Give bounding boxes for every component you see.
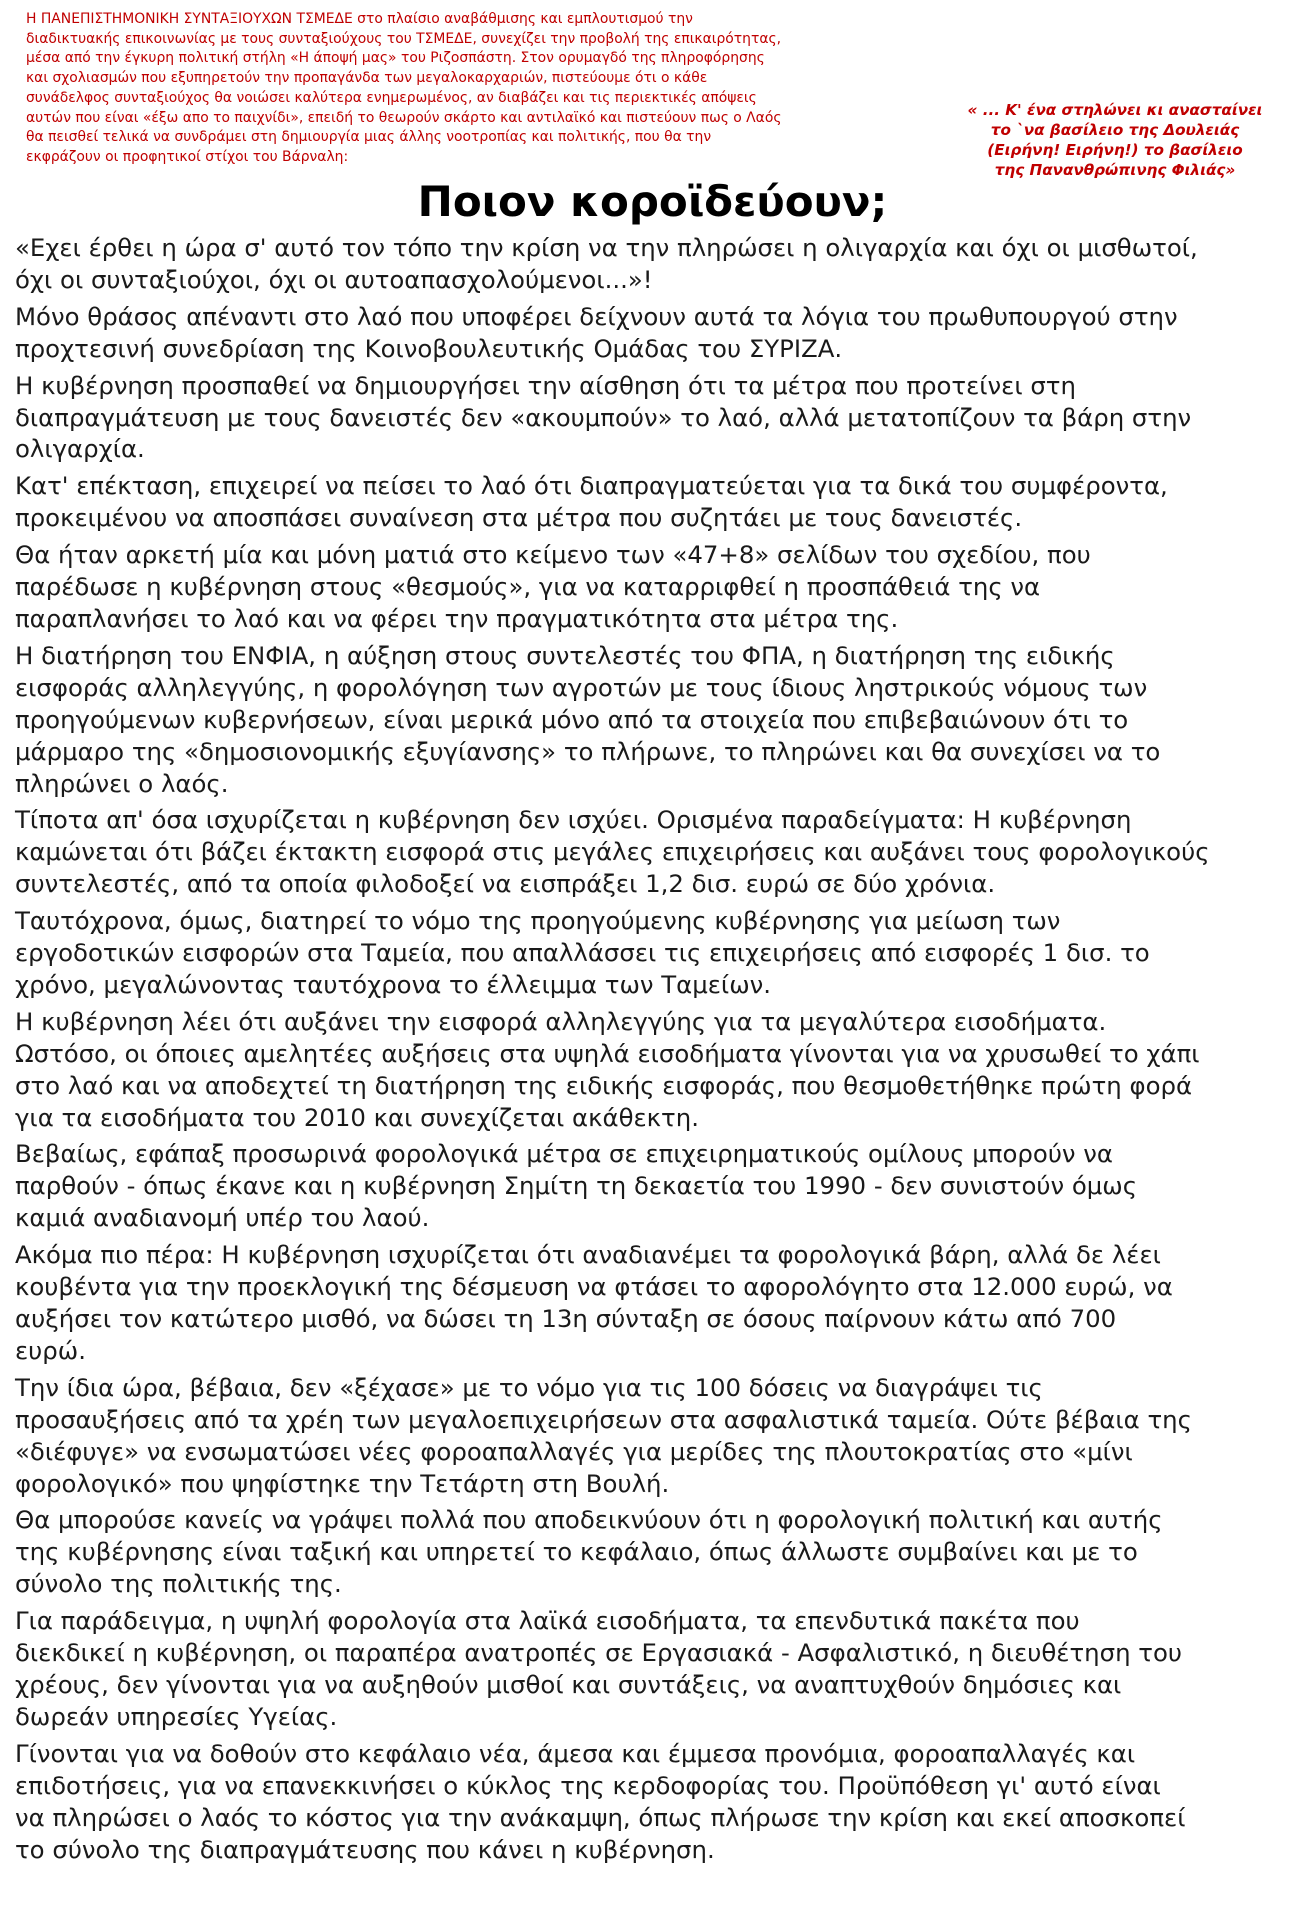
- article-paragraph: «Εχει έρθει η ώρα σ' αυτό τον τόπο την κρίση να την πληρώσει η ολιγαρχία και όχι οι μισθωτοί, όχι οι συνταξιούχοι, όχι οι αυτοαπασχολούμενοι...»!: [15, 233, 1198, 294]
- article-title: Ποιον κοροϊδεύουν;: [417, 177, 888, 226]
- article-paragraph: Μόνο θράσος απέναντι στο λαό που υποφέρει δείχνουν αυτά τα λόγια του πρωθυπουργού στην προχτεσινή συνεδρίαση της Κοινοβουλευτικής Ομάδας του ΣΥΡΙΖΑ.: [15, 301, 1178, 363]
- article-paragraph: Γίνονται για να δοθούν στο κεφάλαιο νέα, άμεσα και έμμεσα προνόμια, φοροαπαλλαγές και επιδοτήσεις, για να επανεκκινήσει ο κύκλος της κερδοφορίας του. Προϋπόθεση γι' αυτό είναι να πληρώσει ο λαός το κόστος για την ανάκαμψη, όπως πλήρωσε την κρίση και εκεί αποσκοπεί το σύνολο της διαπραγμάτευσης που κάνει η κυβέρνηση.: [15, 1738, 1186, 1864]
- article-paragraph: Τίποτα απ' όσα ισχυρίζεται η κυβέρνηση δεν ισχύει. Ορισμένα παραδείγματα: Η κυβέρνηση καμώνεται ότι βάζει έκτακτη εισφορά στις μεγάλες επιχειρήσεις και αυξάνει τους φορολογικούς συντελεστές, από τα οποία φιλοδοξεί να εισπράξει 1,2 δισ. ευρώ σε δύο χρόνια.: [15, 805, 1210, 899]
- article-paragraph: Ακόμα πιο πέρα: Η κυβέρνηση ισχυρίζεται ότι αναδιανέμει τα φορολογικά βάρη, αλλά δε λέει κουβέντα για την προεκλογική της δέσμευση να φτάσει το αφορολόγητο στα 12.000 ευρώ, να αυξήσει τον κατώτερο μισθό, να δώσει τη 13η σύνταξη σε όσους παίρνουν κάτω από 700 ευρώ.: [15, 1240, 1173, 1365]
- page-header: [0, 0, 1305, 180]
- varnalis-quote: « ... Κ' ένα στηλώνει κι ανασταίνει το `να βασίλειο της Δουλειάς (Ειρήνη! Ειρήνη!) το βασίλειο της Πανανθρώπινης Φιλιάς»: [967, 101, 1263, 179]
- article-paragraph: Για παράδειγμα, η υψηλή φορολογία στα λαϊκά εισοδήματα, τα επενδυτικά πακέτα που διεκδικεί η κυβέρνηση, οι παραπέρα ανατροπές σε Εργασιακά - Ασφαλιστικό, η διευθέτηση του χρέους, δεν γίνονται για να αυξηθούν μισθοί και συντάξεις, να αναπτυχθούν δημόσιες και δωρεάν υπηρεσίες Υγείας.: [15, 1606, 1183, 1731]
- article-paragraph: Η διατήρηση του ΕΝΦΙΑ, η αύξηση στους συντελεστές του ΦΠΑ, η διατήρηση της ειδικής εισφοράς αλληλεγγύης, η φορολόγηση των αγροτών με τους ίδιους ληστρικούς νόμους των προηγούμενων κυβερνήσεων, είναι μερικά μόνο από τα στοιχεία που επιβεβαιώνουν ότι το μάρμαρο της «δημοσιονομικής εξυγίανσης» το πλήρωνε, το πληρώνει και θα συνεχίσει να το πληρώνει ο λαός.: [15, 640, 1161, 798]
- article-paragraph: Η κυβέρνηση λέει ότι αυξάνει την εισφορά αλληλεγγύης για τα μεγαλύτερα εισοδήματα. Ωστόσο, οι όποιες αμελητέες αυξήσεις στα υψηλά εισοδήματα γίνονται για να χρυσωθεί το χάπι στο λαό και να αποδεχτεί τη διατήρηση της ειδικής εισφοράς, που θεσμοθετήθηκε πρώτη φορά για τα εισοδήματα του 2010 και συνεχίζεται ακάθεκτη.: [15, 1006, 1200, 1132]
- article-paragraph: Κατ' επέκταση, επιχειρεί να πείσει το λαό ότι διαπραγματεύεται για τα δικά του συμφέροντα, προκειμένου να αποσπάσει συναίνεση στα μέτρα που συζητάει με τους δανειστές.: [15, 471, 1168, 533]
- article-paragraph: Η κυβέρνηση προσπαθεί να δημιουργήσει την αίσθηση ότι τα μέτρα που προτείνει στη διαπραγμάτευση με τους δανειστές δεν «ακουμπούν» το λαό, αλλά μετατοπίζουν τα βάρη στην ολιγαρχία.: [15, 370, 1192, 464]
- article-paragraph: Την ίδια ώρα, βέβαια, δεν «ξέχασε» με το νόμο για τις 100 δόσεις να διαγράψει τις προσαυξήσεις από τα χρέη των μεγαλοεπιχειρήσεων στα ασφαλιστικά ταμεία. Ούτε βέβαια της «διέφυγε» να ενσωματώσει νέες φοροαπαλλαγές για μερίδες της πλουτοκρατίας στο «μίνι φορολογικό» που ψηφίστηκε την Τετάρτη στη Βουλή.: [15, 1372, 1192, 1498]
- article-paragraph: Ταυτόχρονα, όμως, διατηρεί το νόμο της προηγούμενης κυβέρνησης για μείωση των εργοδοτικών εισφορών στα Ταμεία, που απαλλάσσει τις επιχειρήσεις από εισφορές 1 δισ. το χρόνο, μεγαλώνοντας ταυτόχρονα το έλλειμμα των Ταμείων.: [15, 906, 1150, 999]
- intro-text: Η ΠΑΝΕΠΙΣΤΗΜΟΝΙΚΗ ΣΥΝΤΑΞΙΟΥΧΩΝ ΤΣΜΕΔΕ στο πλαίσιο αναβάθμισης και εμπλουτισμού την διαδικτυακής επικοινωνίας με τους συνταξιούχους του ΤΣΜΕΔΕ, συνεχίζει την προβολή της επικαιρότητας, μέσα από την έγκυρη πολιτική στήλη «Η άποψή μας» του Ριζοσπάστη. Στον ορυμαγδό της πληροφόρησης και σχολιασμών που εξυπηρετούν την προπαγάνδα των μεγαλοκαρχαριών, πιστεύουμε ότι ο κάθε συνάδελφος συνταξιούχος θα νοιώσει καλύτερα ενημερωμένος, αν διαβάζει και τις περιεκτικές απόψεις αυτών που είναι «έξω απο το παιχνίδι», επειδή το θεωρούν σκάρτο και αντιλαϊκό και πιστεύουν πως ο Λαός θα πεισθεί τελικά να συνδράμει στη δημιουργία μιας άλλης νοοτροπίας και πολιτικής, που θα την εκφράζουν οι προφητικοί στίχοι του Βάρναλη:: [26, 11, 782, 165]
- article-paragraph: Βεβαίως, εφάπαξ προσωρινά φορολογικά μέτρα σε επιχειρηματικούς ομίλους μπορούν να παρθούν - όπως έκανε και η κυβέρνηση Σημίτη τη δεκαετία του 1990 - δεν συνιστούν όμως καμιά αναδιανομή υπέρ του λαού.: [15, 1139, 1138, 1233]
- article-body: [15, 232, 1295, 1870]
- article-paragraph: Θα ήταν αρκετή μία και μόνη ματιά στο κείμενο των «47+8» σελίδων του σχεδίου, που παρέδωσε η κυβέρνηση στους «θεσμούς», για να καταρριφθεί η προσπάθειά της να παραπλανήσει το λαό και να φέρει την πραγματικότητα στα μέτρα της.: [15, 540, 1091, 633]
- article-paragraph: Θα μπορούσε κανείς να γράψει πολλά που αποδεικνύουν ότι η φορολογική πολιτική και αυτής της κυβέρνησης είναι ταξική και υπηρετεί το κεφάλαιο, όπως άλλωστε συμβαίνει και με το σύνολο της πολιτικής της.: [15, 1505, 1163, 1599]
